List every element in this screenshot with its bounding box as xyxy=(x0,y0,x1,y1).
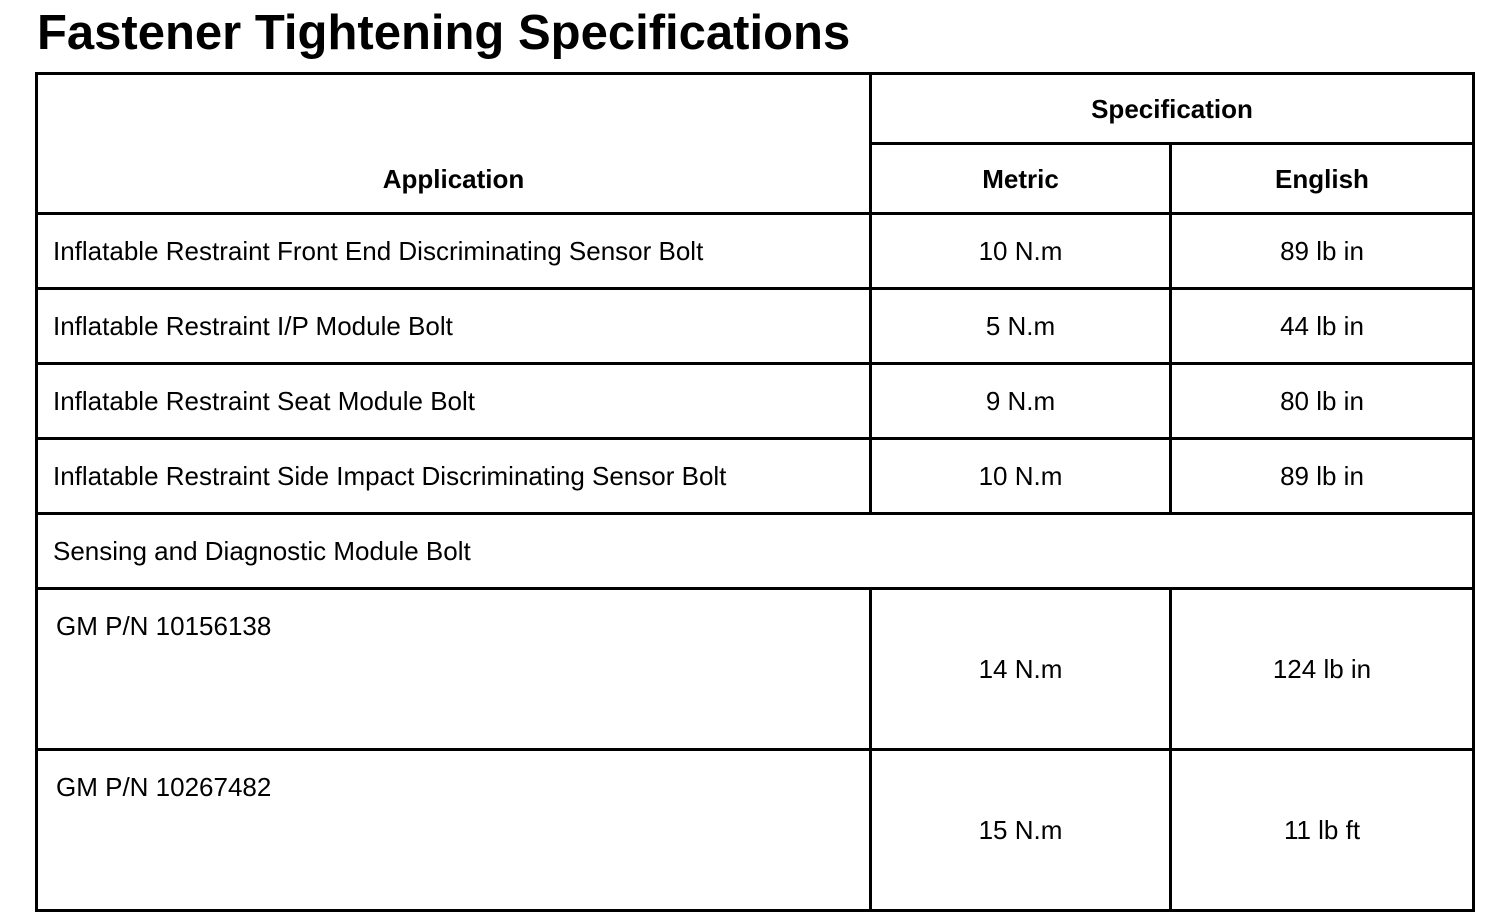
english-cell: 11 lb ft xyxy=(1171,750,1474,911)
header-english: English xyxy=(1171,144,1474,214)
group-label-cell: Sensing and Diagnostic Module Bolt xyxy=(37,514,1474,589)
english-cell: 89 lb in xyxy=(1171,439,1474,514)
application-cell: Inflatable Restraint Side Impact Discriminating Sensor Bolt xyxy=(37,439,871,514)
application-cell: Inflatable Restraint Front End Discriminating Sensor Bolt xyxy=(37,214,871,289)
fastener-spec-table xyxy=(35,72,1475,912)
header-application: Application xyxy=(37,74,871,214)
metric-cell: 9 N.m xyxy=(871,364,1171,439)
table-row xyxy=(37,289,1474,364)
table-row xyxy=(37,439,1474,514)
application-cell: GM P/N 10267482 xyxy=(37,750,871,911)
metric-cell: 5 N.m xyxy=(871,289,1171,364)
application-cell: GM P/N 10156138 xyxy=(37,589,871,750)
table-row xyxy=(37,364,1474,439)
english-cell: 89 lb in xyxy=(1171,214,1474,289)
metric-cell: 10 N.m xyxy=(871,214,1171,289)
page-title: Fastener Tightening Specifications xyxy=(37,6,851,60)
metric-cell: 14 N.m xyxy=(871,589,1171,750)
metric-cell: 10 N.m xyxy=(871,439,1171,514)
metric-cell: 15 N.m xyxy=(871,750,1171,911)
table-header-row xyxy=(37,74,1474,144)
table-row xyxy=(37,589,1474,750)
application-cell: Inflatable Restraint I/P Module Bolt xyxy=(37,289,871,364)
table-row xyxy=(37,750,1474,911)
application-cell: Inflatable Restraint Seat Module Bolt xyxy=(37,364,871,439)
header-metric: Metric xyxy=(871,144,1171,214)
english-cell: 124 lb in xyxy=(1171,589,1474,750)
group-header-row xyxy=(37,514,1474,589)
header-specification: Specification xyxy=(871,74,1474,144)
english-cell: 44 lb in xyxy=(1171,289,1474,364)
table-row xyxy=(37,214,1474,289)
english-cell: 80 lb in xyxy=(1171,364,1474,439)
